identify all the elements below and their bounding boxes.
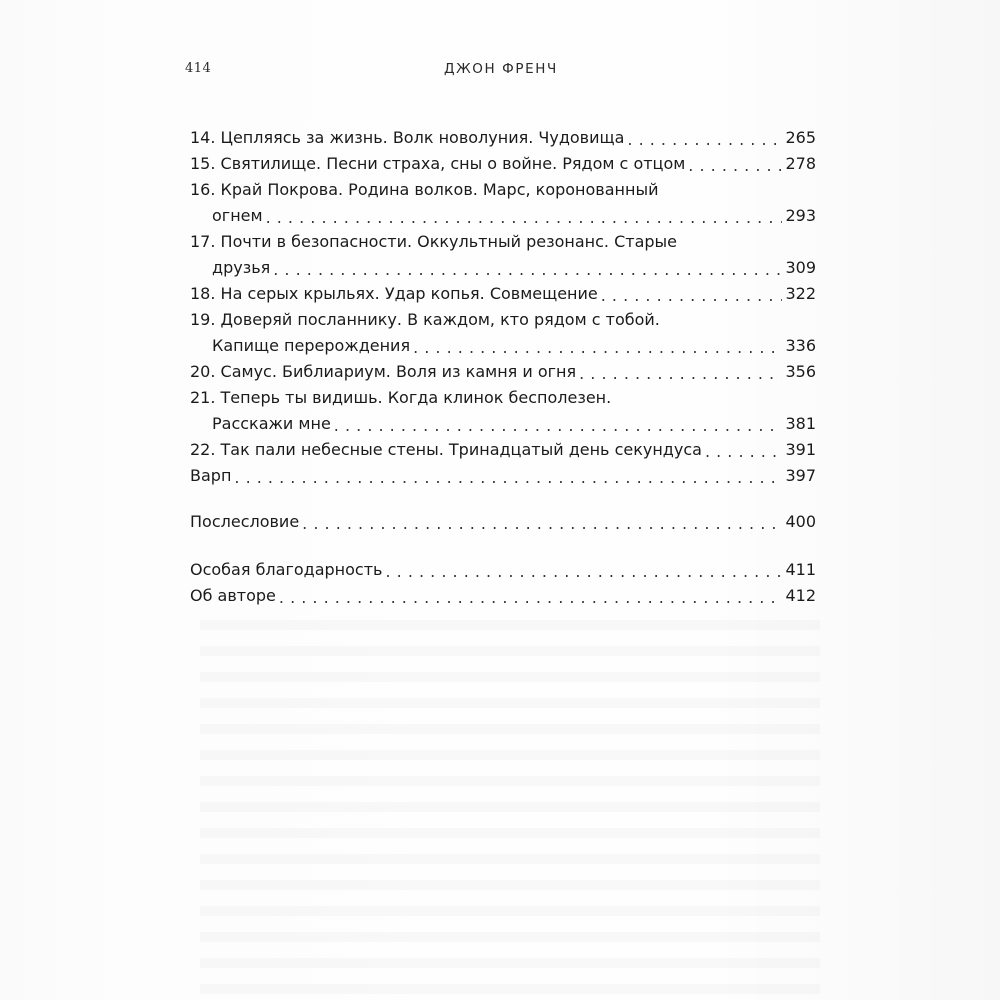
toc-entry-title: 15. Святилище. Песни страха, сны о войне. Рядом с отцом — [190, 154, 686, 173]
toc-entry-title: 14. Цепляясь за жизнь. Волк новолуния. Чудовища — [190, 128, 625, 147]
dot-leader — [413, 335, 782, 353]
toc-entry-afterword — [190, 509, 816, 535]
toc-entry-18 — [190, 281, 816, 307]
toc-entry-title-continued: Капище перерождения — [212, 336, 411, 355]
toc-entry-19 — [190, 307, 816, 359]
toc-entry-title: Об авторе — [190, 586, 276, 605]
toc-entry-title-continued: друзья — [212, 258, 271, 277]
toc-entry-title: Варп — [190, 466, 232, 485]
toc-entry-page: 411 — [785, 560, 816, 579]
toc-entry-about-author — [190, 583, 816, 609]
section-gap — [190, 489, 816, 509]
toc-entry-title-continued: огнем — [212, 206, 263, 225]
toc-entry-page: 397 — [785, 466, 816, 485]
toc-entry-page: 293 — [785, 206, 816, 225]
dot-leader — [279, 585, 783, 603]
page-number: 414 — [185, 61, 212, 76]
toc-entry-title: 21. Теперь ты видишь. Когда клинок бесполезен. — [190, 388, 612, 407]
toc-entry-14 — [190, 125, 816, 151]
dot-leader — [705, 439, 783, 457]
toc-entry-title: 22. Так пали небесные стены. Тринадцатый день секундуса — [190, 440, 702, 459]
toc-entry-page: 400 — [785, 512, 816, 531]
dot-leader — [234, 465, 782, 483]
toc-entry-title: Послесловие — [190, 512, 300, 531]
toc-entry-title: Особая благодарность — [190, 560, 383, 579]
dot-leader — [385, 559, 782, 577]
toc-entry-acknowledgements — [190, 557, 816, 583]
toc-entry-16 — [190, 177, 816, 229]
table-of-contents — [190, 125, 816, 609]
dot-leader — [266, 205, 783, 223]
dot-leader — [302, 511, 782, 529]
toc-entry-page: 336 — [785, 336, 816, 355]
toc-entry-page: 278 — [785, 154, 816, 173]
toc-entry-title: 16. Край Покрова. Родина волков. Марс, коронованный — [190, 180, 659, 199]
toc-entry-page: 356 — [785, 362, 816, 381]
toc-entry-page: 391 — [785, 440, 816, 459]
toc-entry-title: 20. Самус. Библиариум. Воля из камня и огня — [190, 362, 577, 381]
toc-entry-15 — [190, 151, 816, 177]
toc-entry-page: 309 — [785, 258, 816, 277]
dot-leader — [334, 413, 783, 431]
toc-entry-page: 322 — [785, 284, 816, 303]
running-head — [185, 61, 823, 83]
toc-entry-title: 19. Доверяй посланнику. В каждом, кто рядом с тобой. — [190, 310, 660, 329]
toc-entry-17 — [190, 229, 816, 281]
toc-entry-21 — [190, 385, 816, 437]
toc-entry-title: 17. Почти в безопасности. Оккультный резонанс. Старые — [190, 232, 677, 251]
toc-entry-page: 265 — [785, 128, 816, 147]
running-title: ДЖОН ФРЕНЧ — [444, 61, 558, 77]
dot-leader — [627, 127, 782, 145]
dot-leader — [273, 257, 782, 275]
toc-entry-22 — [190, 437, 816, 463]
show-through-texture — [200, 620, 820, 1000]
dot-leader — [601, 283, 783, 301]
toc-entry-page: 381 — [785, 414, 816, 433]
dot-leader — [579, 361, 782, 379]
toc-entry-20 — [190, 359, 816, 385]
toc-entry-page: 412 — [785, 586, 816, 605]
toc-entry-warp — [190, 463, 816, 489]
section-gap — [190, 535, 816, 557]
toc-entry-title-continued: Расскажи мне — [212, 414, 331, 433]
toc-entry-title: 18. На серых крыльях. Удар копья. Совмещение — [190, 284, 598, 303]
dot-leader — [688, 153, 782, 171]
